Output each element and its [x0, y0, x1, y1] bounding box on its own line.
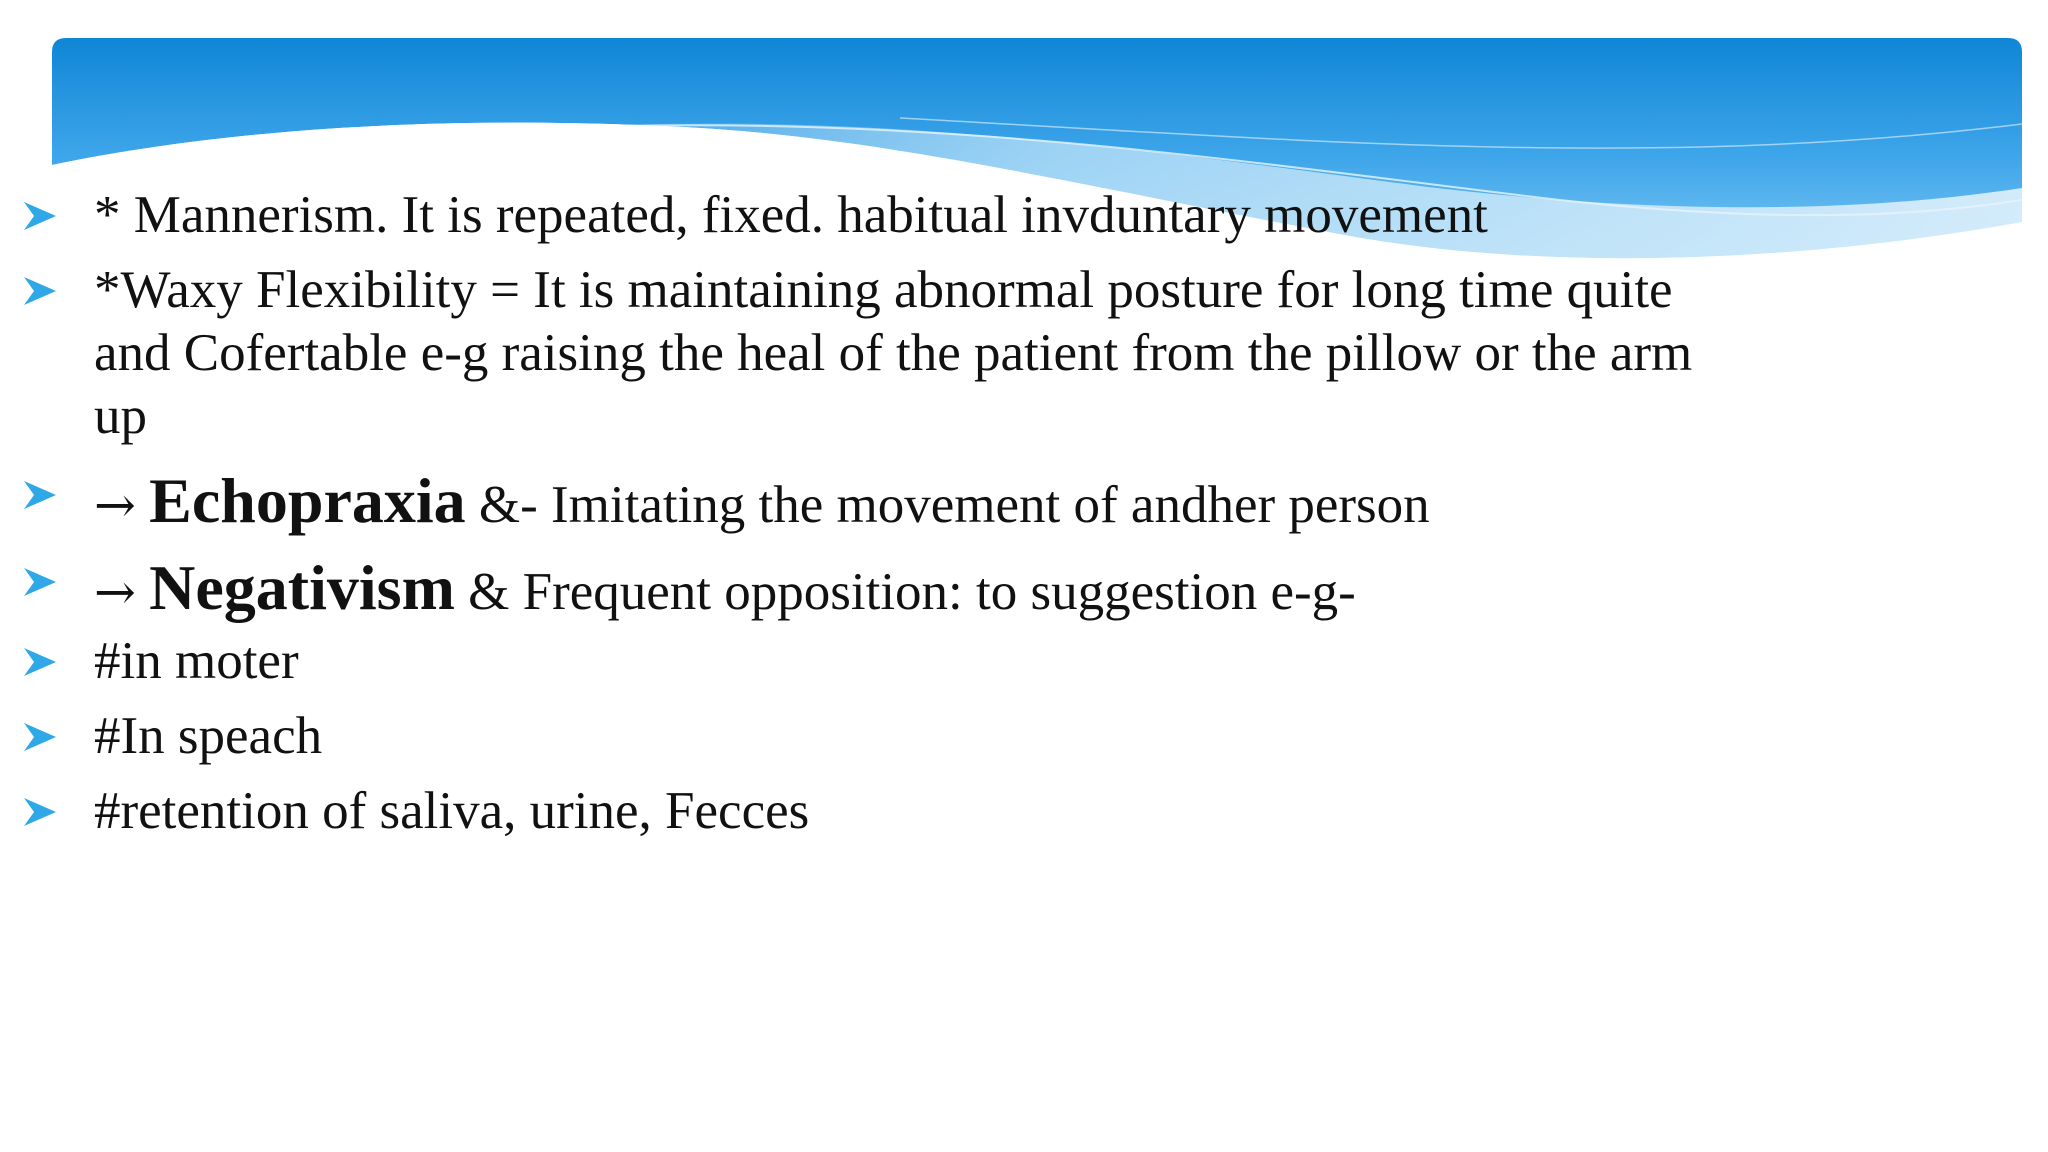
right-arrow-glyph: →: [94, 476, 136, 534]
arrowhead-icon: [20, 271, 60, 311]
arrowhead-icon: [20, 475, 60, 515]
term-definition: &- Imitating the movement of andher person: [478, 476, 1430, 534]
arrowhead-icon: [20, 792, 60, 832]
bullet-text: [94, 552, 1784, 628]
term-definition: & Frequent opposition: to suggestion e-g-: [468, 563, 1356, 621]
bullet-text: #in moter: [94, 632, 299, 690]
bullet-text: #In speach: [94, 707, 323, 765]
term-negativism: Negativism: [149, 552, 455, 623]
bullet-text: [94, 465, 1784, 541]
bullet-text: * Mannerism. It is repeated, fixed. habitual invduntary movement: [94, 186, 1488, 244]
arrowhead-icon: [20, 562, 60, 602]
arrowhead-icon: [20, 196, 60, 236]
bullet-text: *Waxy Flexibility = It is maintaining abnormal posture for long time quite and Cofertable e-g raising the heal of the patient from the pillow or the arm up: [94, 261, 1693, 445]
bullet-text: #retention of saliva, urine, Fecces: [94, 782, 810, 840]
term-echopraxia: Echopraxia: [149, 465, 466, 536]
arrowhead-icon: [20, 642, 60, 682]
right-arrow-glyph: →: [94, 563, 136, 621]
arrowhead-icon: [20, 717, 60, 757]
